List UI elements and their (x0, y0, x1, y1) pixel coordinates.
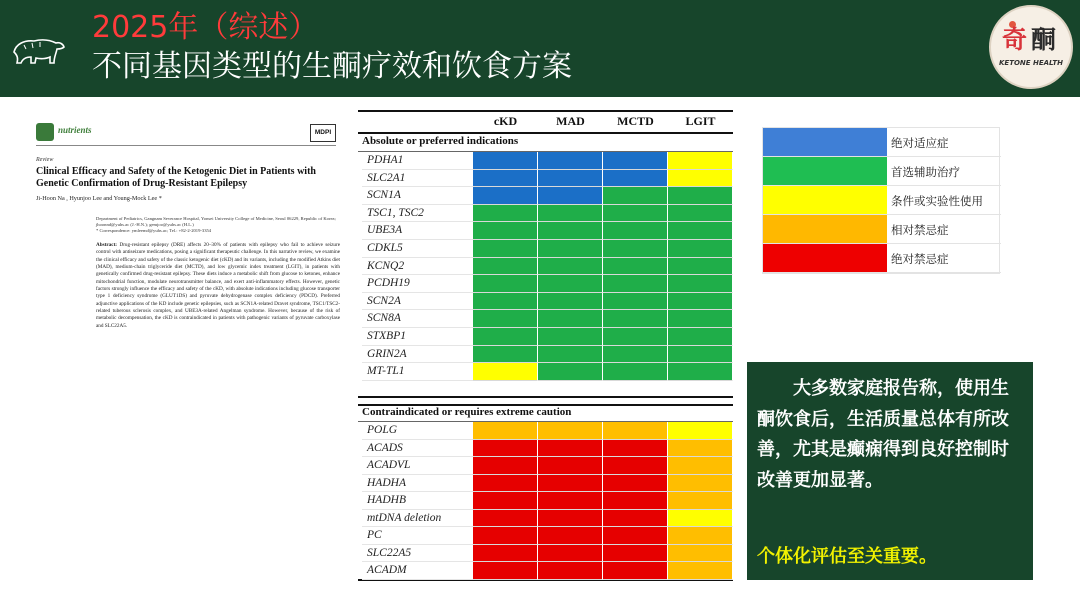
polar-bear-icon (10, 30, 66, 68)
gene-label: ACADM (367, 564, 407, 576)
rating-cell (538, 222, 603, 240)
rating-cell (603, 422, 668, 440)
header-bar (0, 0, 1080, 97)
rating-cell (668, 363, 733, 381)
legend-row (763, 157, 1001, 186)
rating-cell (538, 363, 603, 381)
rating-cell (473, 440, 538, 458)
table-rule (358, 110, 733, 112)
rating-cell (603, 457, 668, 475)
rating-cell (538, 328, 603, 346)
rating-cell (538, 492, 603, 510)
gene-label: KCNQ2 (367, 259, 405, 272)
article-type: Review (36, 157, 54, 163)
gene-label: UBE3A (367, 224, 403, 237)
rating-cell (603, 475, 668, 493)
column-header: cKD (493, 114, 518, 128)
gene-label: GRIN2A (367, 347, 407, 360)
rating-cell (473, 205, 538, 223)
logo-char-a: 奇 (1001, 25, 1031, 54)
gene-label: TSC1, TSC2 (367, 206, 424, 219)
rating-cell (603, 275, 668, 293)
rating-cell (538, 346, 603, 364)
gene-label: STXBP1 (367, 330, 406, 342)
rating-cell (538, 258, 603, 276)
legend-label: 相对禁忌症 (891, 223, 949, 237)
rating-cell (538, 440, 603, 458)
rating-cell (473, 545, 538, 563)
rating-cell (668, 222, 733, 240)
legend-swatch (763, 128, 887, 156)
gene-label: PCDH19 (367, 277, 410, 290)
paper-excerpt (30, 118, 340, 368)
legend-label: 条件或实验性使用 (891, 194, 983, 208)
gene-label: ACADVL (367, 459, 411, 471)
rating-cell (473, 510, 538, 528)
gene-label: SCN8A (367, 312, 401, 325)
rating-cell (603, 293, 668, 311)
rating-cell (603, 152, 668, 170)
rating-cell (603, 527, 668, 545)
note-text: 大多数家庭报告称，使用生酮饮食后，生活质量总体有所改善，尤其是癫痫得到良好控制时改善更加显著。 (757, 378, 1009, 491)
rating-cell (668, 275, 733, 293)
legend-row (763, 186, 1001, 215)
legend-row (763, 244, 1001, 273)
gene-label: CDKL5 (367, 242, 403, 254)
table-rule (358, 396, 733, 398)
column-header: MCTD (617, 114, 654, 128)
rating-cell (668, 527, 733, 545)
abstract-text: Drug-resistant epilepsy (DRE) affects 20–30% of patients with epilepsy who fail to achieve seizure control with antiseizure medications, posing a significant therapeutic challenge. In this narrative review, we examine the clinical efficacy and safety of the classic ketogenic diet (cKD) and its variants, including the modified Atkins diet (MAD), medium-chain triglyceride diet (MCTD), and low glycemic index treatment (LGIT), in patients with genetically confirmed drug-resistant epilepsy. These diets induce a metabolic shift from glucose to ketones, enhance mitochondrial function, modulate neurotransmitter balance, and exert anti-inflammatory effects. However, genetic factors strongly influence the efficacy and safety of the cKD, with absolute indications including glucose transporter type 1 deficiency syndrome (GLUT1DS) and pyruvate dehydrogenase complex deficiency (PDCD). Preferred adjunctive applications of the KD include genetic epilepsies, such as SCN1A-related Dravet syndrome, TSC1/TSC2-related tuberous sclerosis complex, and UBE3A-related Angelman syndrome. However, because of the risk of metabolic decompensation, the cKD is contraindicated in patients with pathogenic variants of pyruvate carboxylase and SLC22A5. (96, 242, 341, 329)
rating-cell (473, 152, 538, 170)
rating-cell (538, 152, 603, 170)
table-rule (358, 132, 733, 134)
rating-cell (473, 527, 538, 545)
gene-label: PDHA1 (367, 154, 404, 166)
rating-cell (603, 205, 668, 223)
rating-cell (538, 475, 603, 493)
rating-cell (668, 510, 733, 528)
rating-cell (538, 422, 603, 440)
rating-cell (603, 240, 668, 258)
legend-row (763, 215, 1001, 244)
rating-cell (603, 562, 668, 580)
gene-label: mtDNA deletion (367, 511, 442, 524)
rating-cell (603, 492, 668, 510)
color-legend (762, 127, 1000, 274)
rating-cell (603, 170, 668, 188)
rating-cell (473, 363, 538, 381)
rating-cell (668, 258, 733, 276)
rating-cell (603, 258, 668, 276)
legend-row (763, 128, 1001, 157)
divider (36, 145, 336, 146)
rating-cell (668, 545, 733, 563)
rating-cell (603, 187, 668, 205)
legend-label: 首选辅助治疗 (891, 165, 960, 179)
section-title-indications: Absolute or preferred indications (362, 135, 519, 147)
rating-cell (603, 363, 668, 381)
rating-cell (668, 422, 733, 440)
rating-cell (668, 187, 733, 205)
rating-cell (473, 328, 538, 346)
rating-cell (603, 440, 668, 458)
brand-logo (989, 5, 1073, 89)
logo-chars (991, 25, 1071, 55)
rating-cell (603, 346, 668, 364)
rating-cell (473, 310, 538, 328)
gene-label: PC (367, 529, 382, 541)
rating-cell (603, 310, 668, 328)
rating-cell (538, 187, 603, 205)
gene-label: SCN2A (367, 294, 401, 307)
rating-cell (538, 170, 603, 188)
legend-swatch (763, 186, 887, 214)
paper-abstract (96, 242, 340, 330)
paper-authors: Ji-Hoon Na , Hyunjoo Lee and Young-Mock Lee * (36, 195, 162, 202)
rating-cell (538, 310, 603, 328)
legend-swatch (763, 215, 887, 243)
rating-cell (668, 170, 733, 188)
rating-cell (473, 562, 538, 580)
column-header: LGIT (685, 114, 716, 128)
rating-cell (538, 293, 603, 311)
affiliation-text: Department of Pediatrics, Gangnam Severance Hospital, Yonsei University College of Medicine, Seoul 06229, Republic of Korea; jhoonnd@yuhs.ac (J.-H.N.); gemjoo@yuhs.ac (H.L.) (96, 216, 336, 227)
rating-cell (668, 457, 733, 475)
rating-cell (473, 492, 538, 510)
publisher-logo: MDPI (310, 124, 336, 142)
rating-cell (473, 346, 538, 364)
rating-cell (473, 457, 538, 475)
logo-subtext: KETONE HEALTH (998, 59, 1063, 67)
rating-cell (668, 440, 733, 458)
rating-cell (538, 510, 603, 528)
page-subtitle: 不同基因类型的生酮疗效和饮食方案 (92, 49, 572, 84)
logo-char-b: 酮 (1031, 25, 1061, 54)
rating-cell (473, 293, 538, 311)
rating-cell (473, 222, 538, 240)
correspondence-text: * Correspondence: ymleemd@yuhs.ac; Tel.: +82-2-2019-3354 (96, 228, 212, 233)
rating-cell (668, 152, 733, 170)
paper-affiliation (96, 216, 340, 234)
rating-cell (668, 240, 733, 258)
rating-cell (603, 510, 668, 528)
rating-cell (473, 475, 538, 493)
section-title-contraindications: Contraindicated or requires extreme caution (362, 406, 572, 418)
rating-cell (668, 310, 733, 328)
gene-label: MT-TL1 (367, 365, 405, 378)
rating-cell (603, 545, 668, 563)
abstract-label: Abstract: (96, 242, 118, 248)
rating-cell (473, 422, 538, 440)
journal-logo-icon (36, 123, 54, 141)
gene-label: HADHA (367, 476, 406, 489)
rating-cell (538, 240, 603, 258)
rating-cell (538, 275, 603, 293)
rating-cell (538, 457, 603, 475)
rating-cell (668, 492, 733, 510)
note-highlight: 个体化评估至关重要。 (757, 546, 937, 567)
rating-cell (668, 475, 733, 493)
rating-cell (473, 170, 538, 188)
column-header: MAD (556, 114, 585, 128)
rating-cell (473, 258, 538, 276)
legend-label: 绝对禁忌症 (891, 252, 949, 266)
rating-cell (538, 562, 603, 580)
rating-cell (668, 328, 733, 346)
rating-cell (473, 275, 538, 293)
journal-name: nutrients (58, 125, 92, 135)
legend-swatch (763, 244, 887, 272)
legend-label: 绝对适应症 (891, 136, 949, 150)
rating-cell (603, 222, 668, 240)
rating-cell (668, 562, 733, 580)
note-box (747, 362, 1033, 580)
rating-cell (538, 205, 603, 223)
gene-label: SLC2A1 (367, 171, 406, 184)
rating-cell (473, 187, 538, 205)
rating-cell (538, 527, 603, 545)
gene-label: ACADS (367, 441, 403, 454)
gene-label: SLC22A5 (367, 546, 412, 559)
rating-cell (473, 240, 538, 258)
rating-cell (668, 205, 733, 223)
rating-cell (603, 328, 668, 346)
rating-cell (668, 293, 733, 311)
legend-swatch (763, 157, 887, 185)
page-title: 2025年（综述） (92, 10, 319, 45)
gene-label: POLG (367, 424, 398, 436)
paper-title: Clinical Efficacy and Safety of the Ketogenic Diet in Patients with Genetic Confirmation of Drug-Resistant Epilepsy (36, 166, 316, 189)
gene-label: HADHB (367, 494, 406, 506)
gene-label: SCN1A (367, 189, 401, 202)
rating-cell (668, 346, 733, 364)
rating-cell (538, 545, 603, 563)
